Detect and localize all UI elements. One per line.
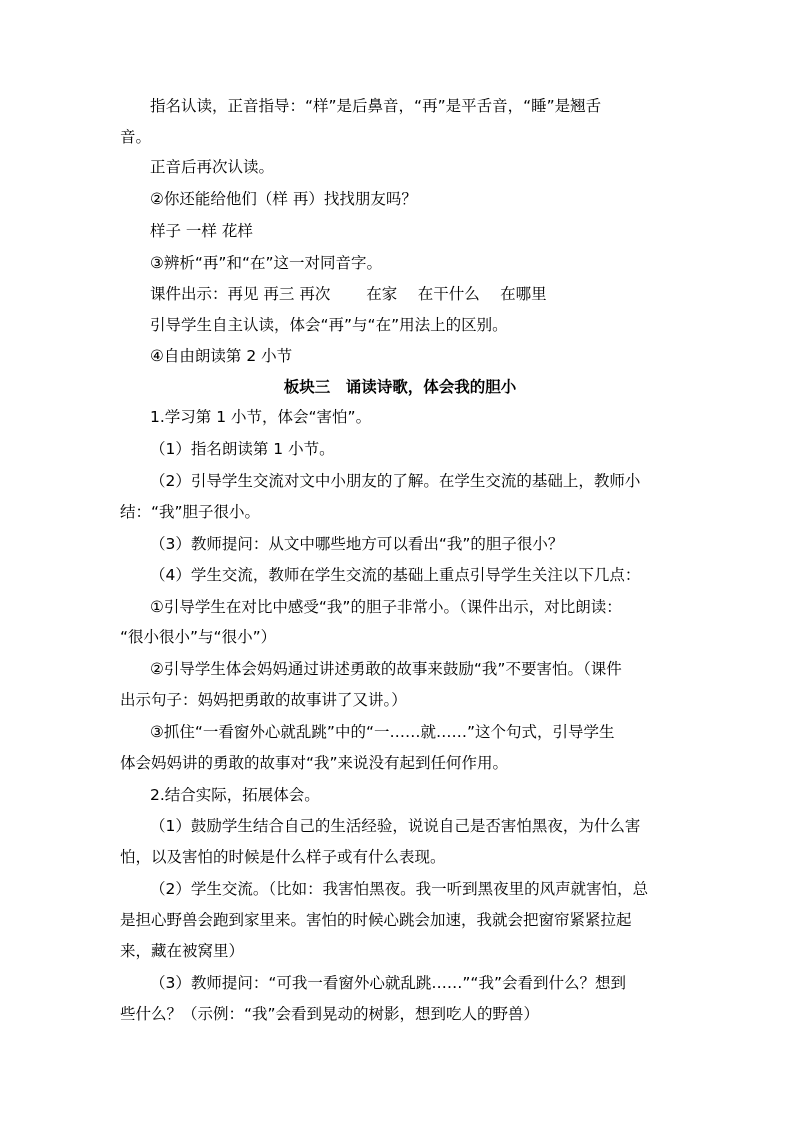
paragraph-line: ④自由朗读第 2 小节 [150,347,293,365]
paragraph-line: ③抓住“一看窗外心就乱跳”中的“一……就……”这个句式，引导学生 [150,723,615,741]
paragraph-line: 正音后再次认读。 [150,158,275,176]
paragraph-line: 怕，以及害怕的时候是什么样子或有什么表现。 [120,848,446,866]
paragraph-line: 1.学习第 1 小节，体会“害怕”。 [150,408,372,426]
paragraph-line: 来，藏在被窝里） [120,942,245,960]
paragraph-line: “很小很小”与“很小”） [120,628,277,646]
paragraph-line: ②引导学生体会妈妈通过讲述勇敢的故事来鼓励“我”不要害怕。（课件 [150,660,622,678]
paragraph-line: 引导学生自主认读，体会“再”与“在”用法上的区别。 [150,316,508,334]
paragraph-line: 课件出示：再见 再三 再次 在家 在干什么 在哪里 [150,285,547,303]
paragraph-line: （3）教师提问：“可我一看窗外心就乱跳……”“我”会看到什么？想到 [150,974,626,992]
paragraph-line: ②你还能给他们（样 再）找找朋友吗？ [150,190,417,208]
paragraph-line: 体会妈妈讲的勇敢的故事对“我”来说没有起到任何作用。 [120,754,509,772]
paragraph-line: （2）引导学生交流对文中小朋友的了解。在学生交流的基础上，教师小 [150,472,641,490]
paragraph-line: ③辨析“再”和“在”这一对同音字。 [150,254,383,272]
paragraph-line: 2.结合实际，拓展体会。 [150,786,320,804]
paragraph-line: 是担心野兽会跑到家里来。害怕的时候心跳会加速，我就会把窗帘紧紧拉起 [120,911,632,929]
paragraph-line: （3）教师提问：从文中哪些地方可以看出“我”的胆子很小？ [150,535,564,553]
paragraph-line: 结：“我”胆子很小。 [120,503,261,521]
paragraph-line: 样子 一样 花样 [150,222,253,240]
paragraph-line: （4）学生交流，教师在学生交流的基础上重点引导学生关注以下几点： [150,566,641,584]
paragraph-line: （2）学生交流。（比如：我害怕黑夜。我一听到黑夜里的风声就害怕，总 [150,880,649,898]
section-heading: 板块三 诵读诗歌，体会我的胆小 [283,378,517,396]
paragraph-line: ①引导学生在对比中感受“我”的胆子非常小。（课件出示，对比朗读： [150,598,622,616]
paragraph-line: 指名认读，正音指导：“样”是后鼻音，“再”是平舌音，“睡”是翘舌 [150,97,602,115]
paragraph-line: 出示句子：妈妈把勇敢的故事讲了又讲。） [120,691,407,709]
paragraph-line: 些什么？（示例：“我”会看到晃动的树影，想到吃人的野兽） [120,1005,540,1023]
paragraph-line: （1）指名朗读第 1 小节。 [150,440,335,458]
paragraph-line: 音。 [120,128,152,146]
paragraph-line: （1）鼓励学生结合自己的生活经验，说说自己是否害怕黑夜，为什么害 [150,817,641,835]
